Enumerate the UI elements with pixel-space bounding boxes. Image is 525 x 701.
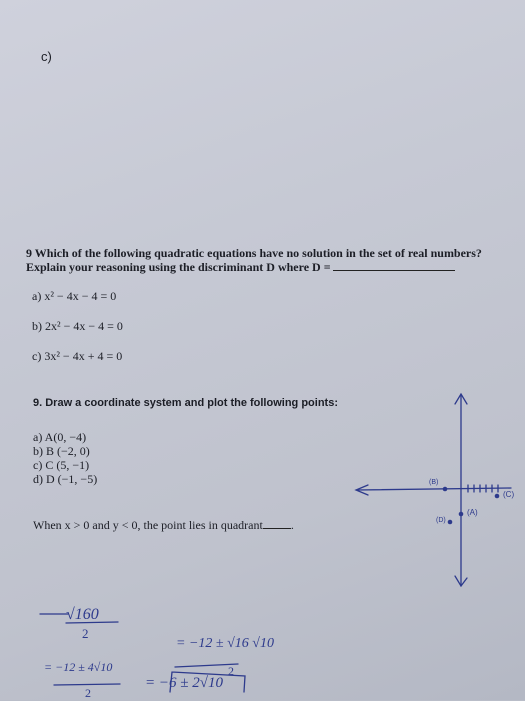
point-d: d) D (−1, −5): [33, 472, 98, 486]
question-9-line2-text: Explain your reasoning using the discriminant D where D =: [26, 260, 331, 274]
question-9-line1: 9 Which of the following quadratic equations have no solution in the set of real numbers?: [26, 246, 482, 260]
label-c: (C): [503, 490, 515, 499]
option-b: b) 2x² − 4x − 4 = 0: [32, 319, 123, 333]
label-d: (D): [436, 517, 446, 524]
question-9b-title: 9. Draw a coordinate system and plot the following points:: [33, 397, 338, 409]
point-a: a) A(0, −4): [33, 430, 87, 444]
work-step-2: = −12 ± 4√10: [44, 660, 113, 674]
point-b: b) B (−2, 0): [33, 444, 90, 458]
work-denominator-2: 2: [85, 686, 91, 700]
work-step-3: = −12 ± √16 √10: [176, 636, 274, 651]
point-d-dot: [448, 520, 453, 525]
option-c: c) 3x² − 4x + 4 = 0: [32, 349, 123, 363]
work-final-answer: = −6 ± 2√10: [145, 675, 223, 691]
point-c-dot: [495, 494, 500, 499]
quadrant-prompt-text: When x > 0 and y < 0, the point lies in quadrant: [33, 518, 263, 532]
work-denominator-1: 2: [82, 626, 89, 641]
point-c: c) C (5, −1): [33, 458, 90, 472]
work-underline-2: [54, 684, 120, 685]
point-a-dot: [459, 512, 464, 517]
work-sqrt160: √160: [66, 606, 99, 623]
x-axis-line: [357, 488, 511, 490]
label-a: (A): [467, 508, 478, 517]
work-denominator-3: 2: [228, 664, 234, 678]
section-label: c): [41, 49, 52, 64]
option-a: a) x² − 4x − 4 = 0: [32, 289, 117, 303]
quadrant-prompt: When x > 0 and y < 0, the point lies in quadrant .: [33, 518, 294, 532]
label-b: (B): [429, 479, 439, 486]
point-b-dot: [443, 487, 448, 492]
